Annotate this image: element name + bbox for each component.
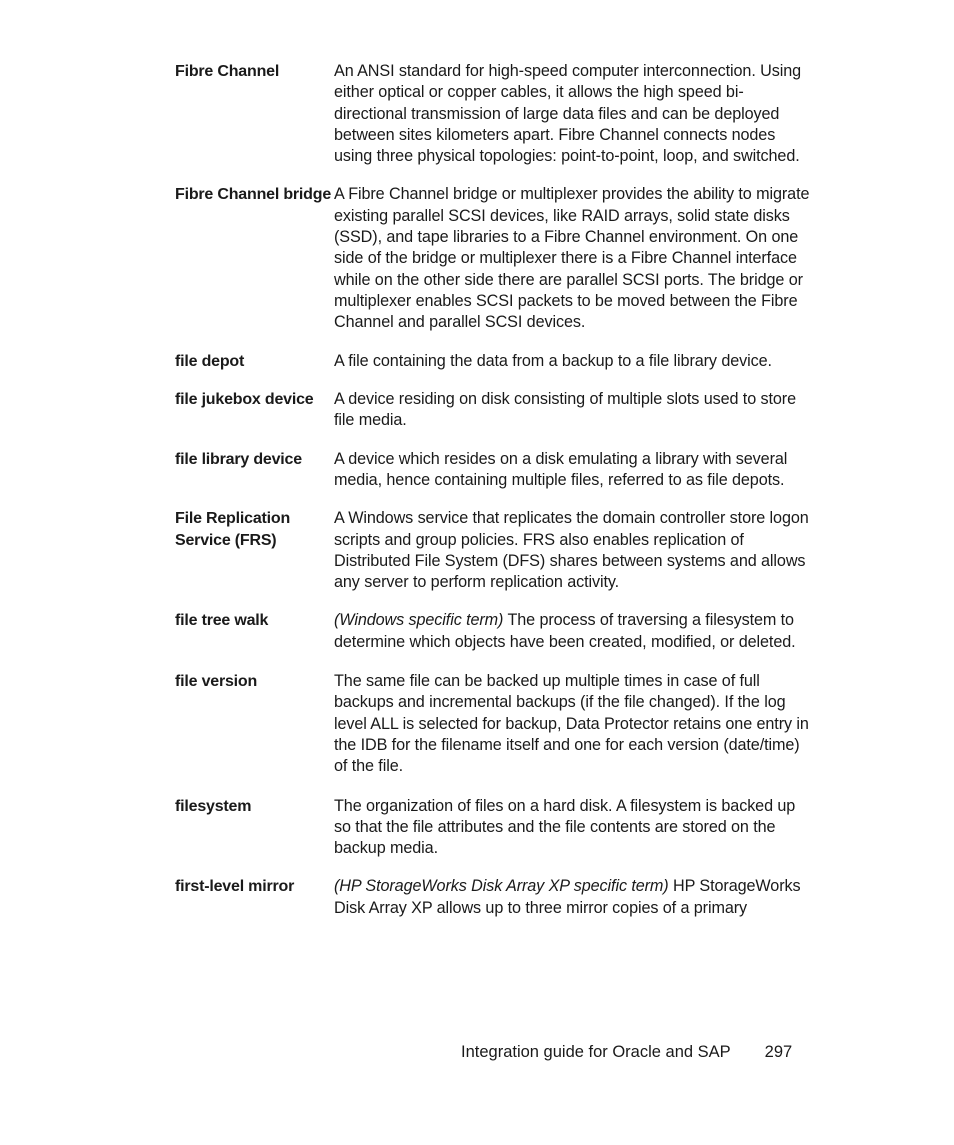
glossary-list <box>175 61 815 936</box>
definition-text: A Windows service that replicates the domain controller store logon scripts and group policies. FRS also enables replication of Distributed File System (DFS) shares between systems and allows any server to perform replication activity. <box>334 509 809 592</box>
glossary-definition <box>334 184 815 333</box>
definition-text: An ANSI standard for high-speed computer interconnection. Using either optical or copper cables, it allows the high speed bi-directional transmission of large data files and can be deployed between sites kilometers apart. Fibre Channel connects nodes using three physical topologies: point-to-point, loop, and switched. <box>334 62 802 166</box>
glossary-term: filesystem <box>175 797 252 815</box>
glossary-entry <box>175 671 815 777</box>
glossary-entry <box>175 449 815 492</box>
glossary-entry <box>175 389 815 432</box>
definition-text: The organization of files on a hard disk. A filesystem is backed up so that the file attributes and the file contents are stored on the backup media. <box>334 796 796 858</box>
term-qualifier: (Windows specific term) <box>334 611 504 630</box>
page-footer <box>461 1041 792 1063</box>
glossary-entry <box>175 508 815 593</box>
glossary-entry <box>175 610 815 653</box>
glossary-term: file library device <box>175 450 302 468</box>
glossary-entry <box>175 184 815 333</box>
definition-text: A device which resides on a disk emulating a library with several media, hence containing multiple files, referred to as file depots. <box>334 449 788 489</box>
definition-text: The same file can be backed up multiple times in case of full backups and incremental backups (if the file changed). If the log level ALL is selected for backup, Data Protector retains one entry in the IDB for the filename itself and one for each version (date/time) of the file. <box>334 672 809 776</box>
glossary-term: file tree walk <box>175 612 269 630</box>
glossary-term: File Replication Service (FRS) <box>175 510 291 549</box>
glossary-term: Fibre Channel <box>175 63 280 80</box>
definition-text: A file containing the data from a backup to a file library device. <box>334 351 772 370</box>
glossary-definition <box>334 876 815 919</box>
glossary-term: file version <box>175 673 258 691</box>
glossary-definition <box>334 351 815 372</box>
glossary-definition <box>334 508 815 593</box>
definition-text: A Fibre Channel bridge or multiplexer provides the ability to migrate existing parallel SCSI devices, like RAID arrays, solid state disks (SSD), and tape libraries to a Fibre Channel environment. On one side of the bridge or multiplexer there is a Fibre Channel interface while on the other side there are parallel SCSI ports. The bridge or multiplexer enables SCSI packets to be moved between the Fibre Channel and parallel SCSI devices. <box>334 185 810 332</box>
glossary-definition <box>334 449 815 492</box>
glossary-definition <box>334 61 815 167</box>
page-number: 297 <box>764 1043 793 1061</box>
term-qualifier: (HP StorageWorks Disk Array XP specific term) <box>334 877 669 896</box>
glossary-definition <box>334 671 815 777</box>
glossary-entry <box>175 351 815 373</box>
glossary-definition <box>334 796 815 860</box>
glossary-term: file jukebox device <box>175 391 314 409</box>
glossary-entry <box>175 61 815 167</box>
definition-text: The process of traversing a filesystem to determine which objects have been created, modified, or deleted. <box>334 611 796 651</box>
definition-text: HP StorageWorks Disk Array XP allows up to three mirror copies of a primary <box>334 877 801 917</box>
definition-text: A device residing on disk consisting of multiple slots used to store file media. <box>334 390 796 430</box>
glossary-definition <box>334 610 815 653</box>
glossary-term: Fibre Channel bridge <box>175 186 332 204</box>
glossary-definition <box>334 389 815 432</box>
footer-title: Integration guide for Oracle and SAP <box>461 1043 731 1061</box>
glossary-term: first-level mirror <box>175 878 295 896</box>
glossary-entry <box>175 796 815 860</box>
glossary-term: file depot <box>175 352 245 370</box>
glossary-entry <box>175 876 815 919</box>
